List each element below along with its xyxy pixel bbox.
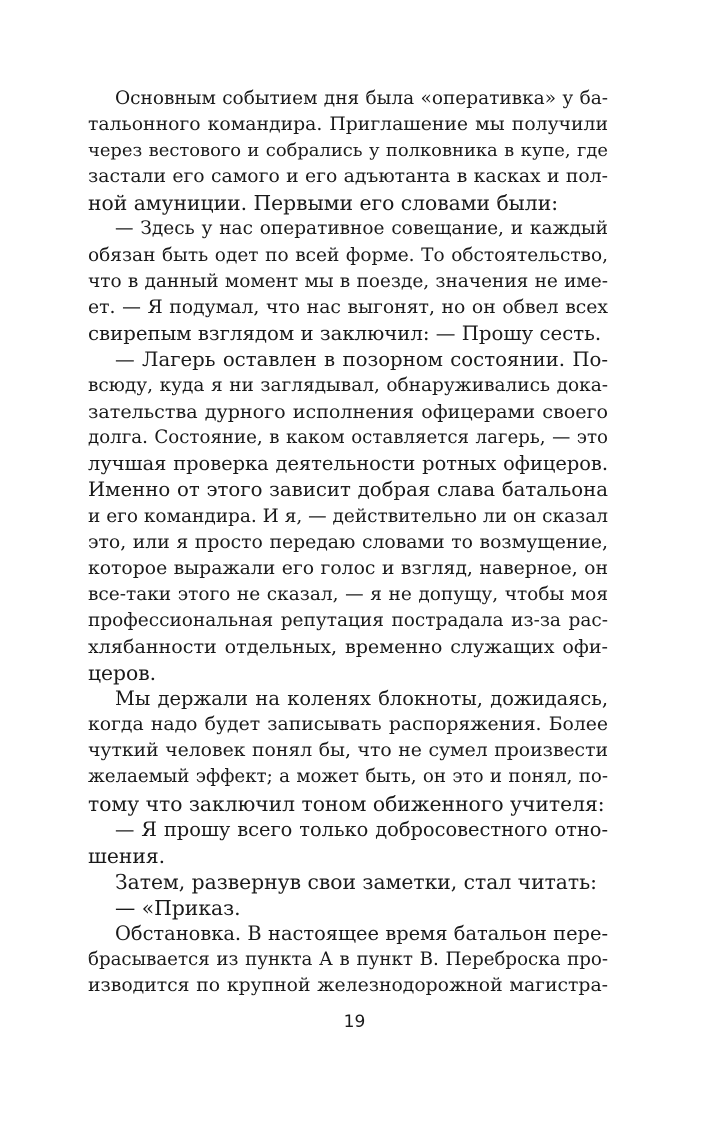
text-line: хлябанности отдельных, временно служащих офи- [88,634,608,658]
text-line: Обстановка. В настоящее время батальон пере- [115,922,608,945]
page-number: 19 [343,1012,366,1032]
text-line: — «Приказ. [115,895,241,920]
text-line: тому что заключил тоном обиженного учителя: [88,791,605,816]
text-line: когда надо будет записывать распоряжения. Более [88,714,608,736]
text-line: застали его самого и его адъютанта в касках и пол- [88,166,608,188]
text-line: Мы держали на коленях блокноты, дожидаясь, [115,687,608,711]
text-line: Затем, развернув свои заметки, стал читать: [115,869,597,894]
text-line: ет. — Я подумал, что нас выгонят, но он обвел всех [88,296,608,318]
text-line: через вестового и собрались у полковника в купе, где [88,140,608,162]
body-text [88,86,608,999]
text-line: брасывается из пункта А в пункт В. Переброска про- [88,949,608,971]
text-line: всюду, куда я ни заглядывал, обнаруживались дока- [88,375,608,397]
text-line: это, или я просто передаю словами то возмущение, [88,531,608,553]
text-line: профессиональная репутация пострадала из-за рас- [88,609,608,631]
text-line: зательства дурного исполнения офицерами своего [88,400,608,424]
text-line: чуткий человек понял бы, что не сумел произвести [88,740,608,762]
text-line: что в данный момент мы в поезде, значения не име- [88,270,608,292]
text-line: — Здесь у нас оперативное совещание, и каждый [115,218,608,240]
text-line: тальонного командира. Приглашение мы получили [88,114,608,136]
text-line: шения. [88,843,166,868]
text-line: Основным событием дня была «оперативка» у ба- [115,88,608,109]
text-line: Именно от этого зависит добрая слава батальона [88,478,608,502]
text-line: все-таки этого не сказал, — я не допущу, чтобы моя [88,583,608,605]
text-line: — Лагерь оставлен в позорном состоянии. По- [115,347,608,371]
text-line: изводится по крупной железнодорожной магистра- [88,975,608,997]
text-line: церов. [88,661,157,686]
text-line: лучшая проверка деятельности ротных офицеров. [88,452,608,476]
text-line: ной амуниции. Первыми его словами были: [88,191,559,216]
text-line: которое выражали его голос и взгляд, наверное, он [88,557,608,579]
text-line: свирепым взглядом и заключил: — Прошу сесть. [88,321,602,345]
text-line: долга. Состояние, в каком оставляется лагерь, — это [88,427,608,449]
text-line: обязан быть одет по всей форме. То обстоятельство, [88,244,608,266]
text-line: — Я прошу всего только добросовестного отно- [115,817,608,841]
text-line: и его командира. И я, — действительно ли он сказал [88,505,609,527]
text-line: желаемый эффект; а может быть, он это и понял, по- [88,766,608,788]
